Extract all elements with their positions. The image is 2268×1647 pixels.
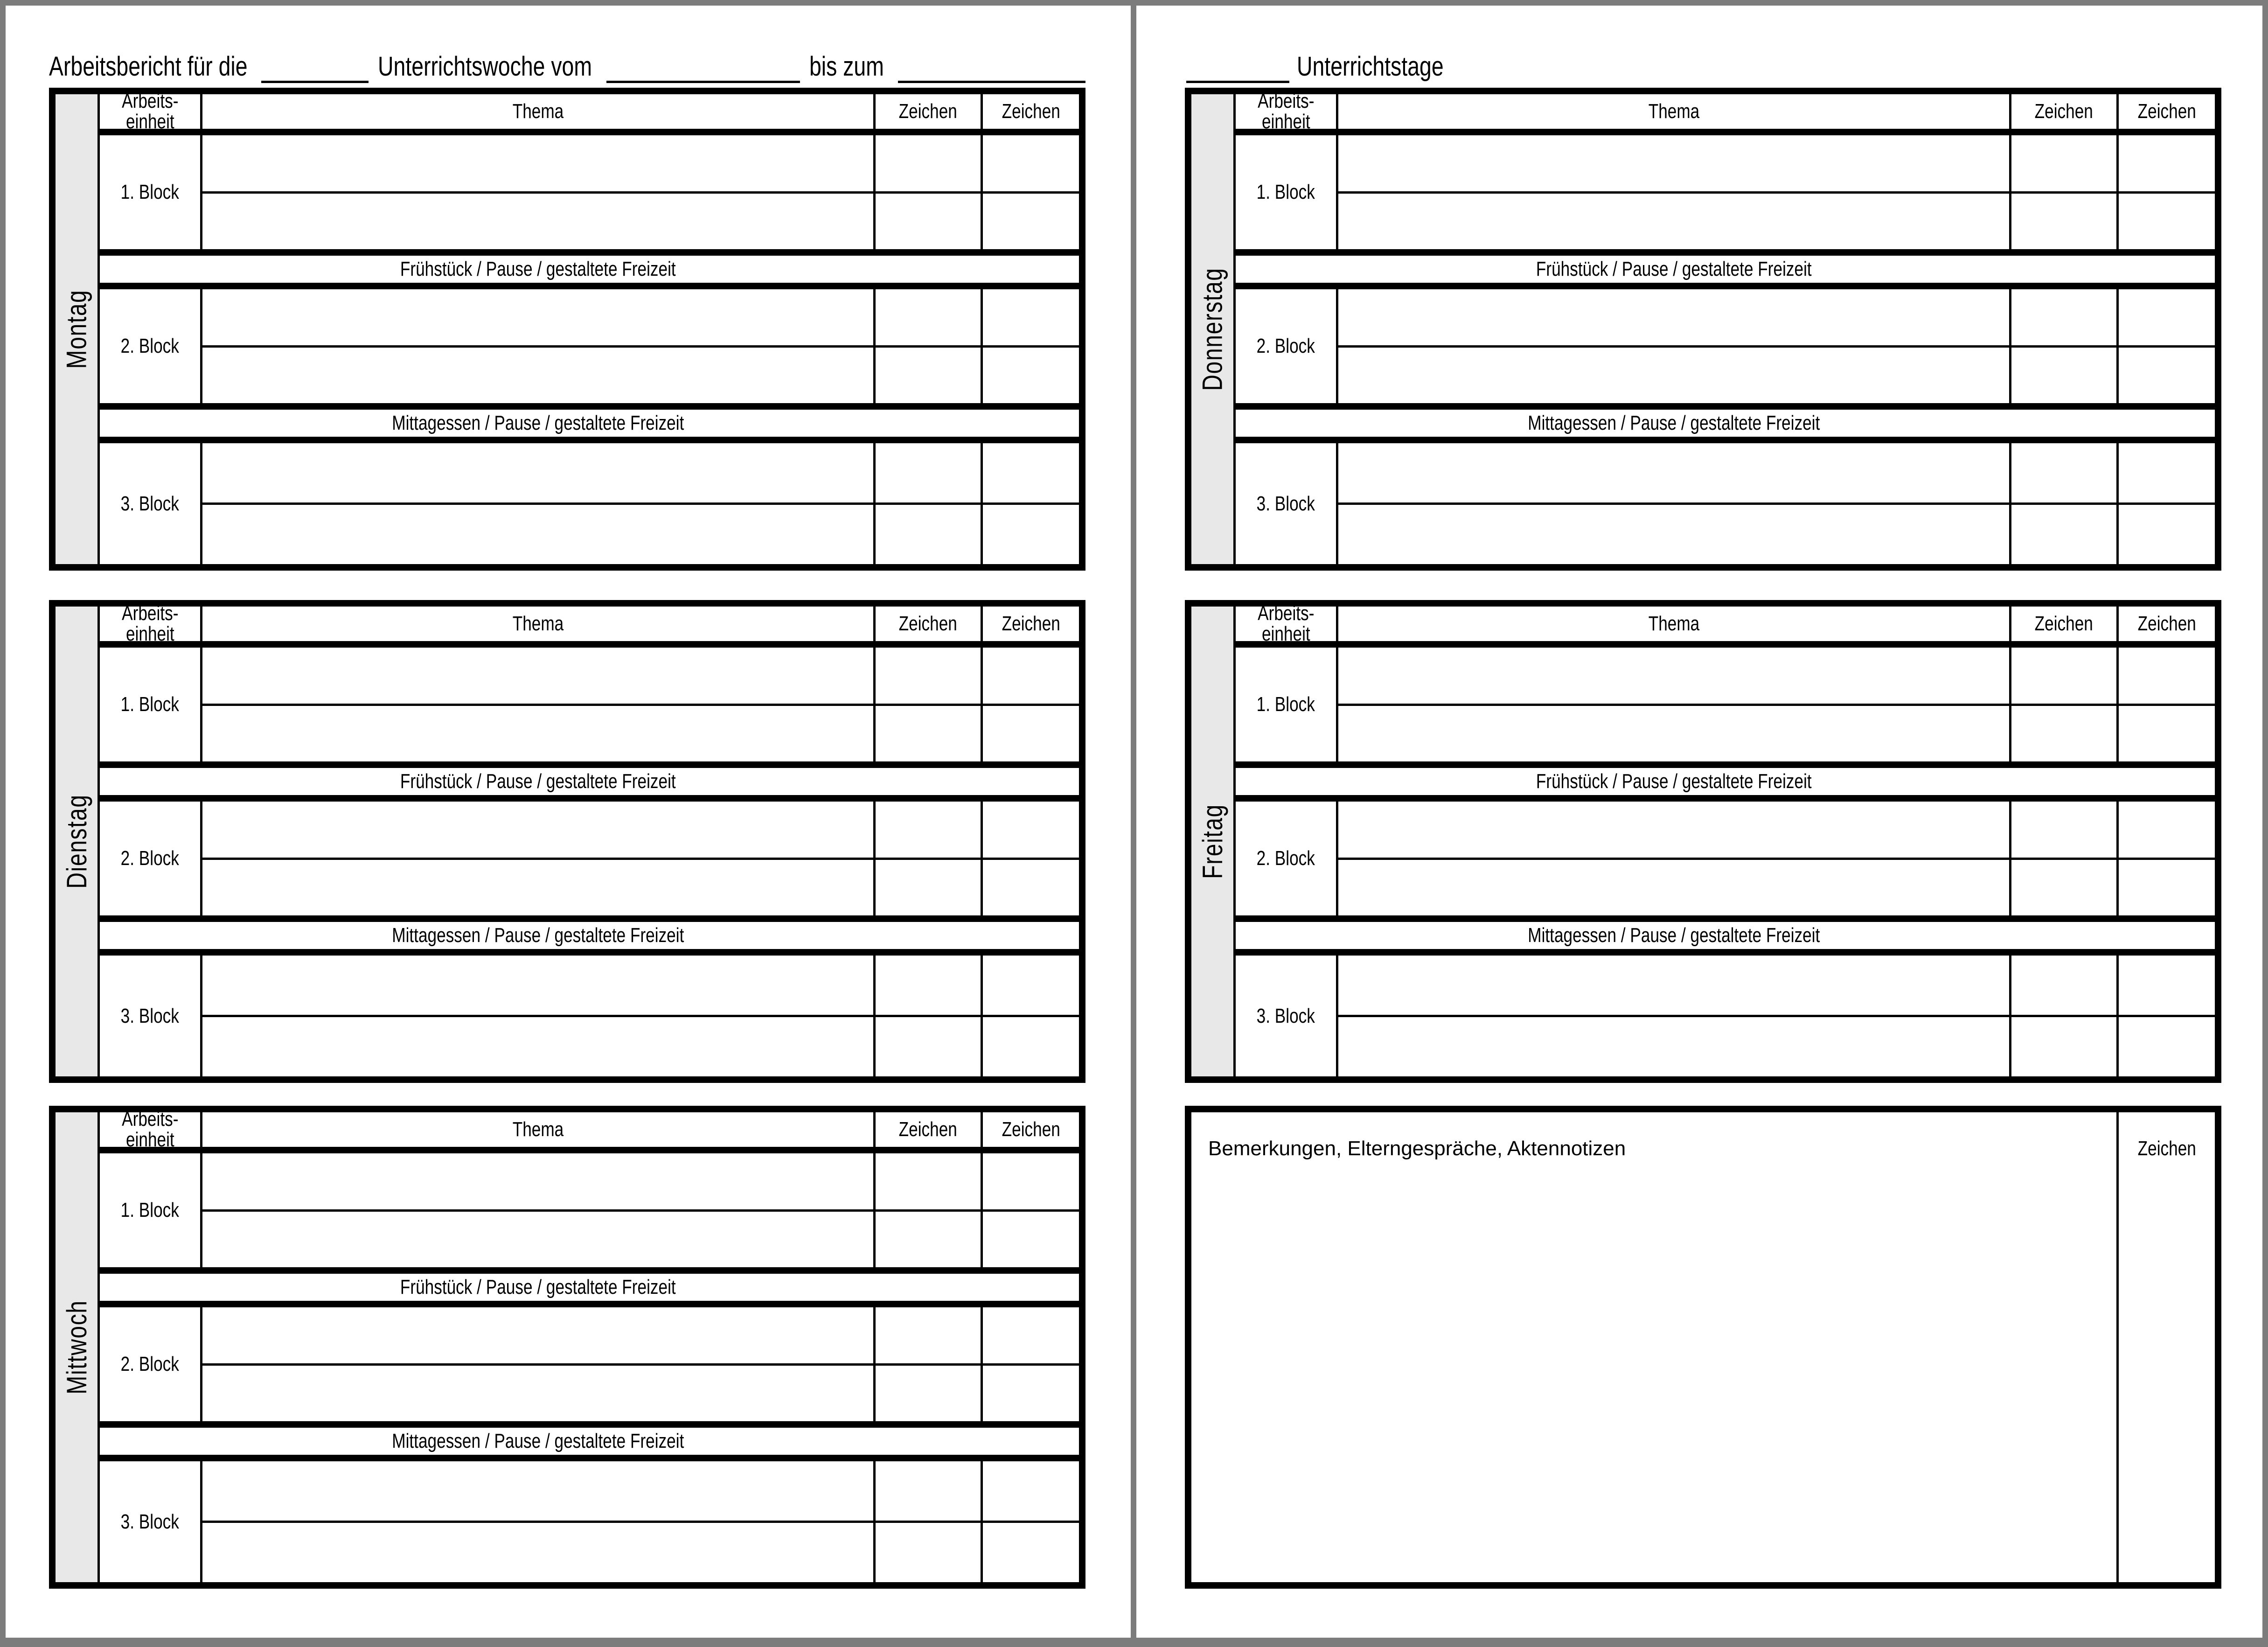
block-1-row bbox=[1236, 648, 2215, 761]
zeichen-writing-area bbox=[983, 348, 1079, 404]
left-title-part1: Arbeitsbericht für die bbox=[49, 51, 248, 82]
zeichen-writing-area bbox=[2011, 443, 2119, 502]
thema-writing-area bbox=[202, 706, 876, 762]
block-1-label-cell: 1. Block bbox=[100, 648, 202, 761]
zeichen-writing-area bbox=[876, 194, 983, 250]
day-name-column bbox=[56, 607, 100, 1076]
block-3-row bbox=[1236, 443, 2215, 564]
zeichen-writing-area bbox=[2011, 348, 2119, 404]
thema-writing-area bbox=[1338, 194, 2011, 250]
zeichen-writing-area bbox=[2119, 194, 2215, 250]
zeichen-writing-area bbox=[2011, 135, 2119, 191]
thema-writing-area bbox=[1338, 648, 2011, 704]
zeichen-writing-area bbox=[876, 706, 983, 762]
zeichen-writing-area bbox=[2119, 135, 2215, 191]
zeichen-writing-area bbox=[876, 505, 983, 564]
blank-line-day-count bbox=[1186, 81, 1289, 83]
thema-writing-area bbox=[1338, 135, 2011, 191]
day-label: Dienstag bbox=[61, 794, 92, 889]
table-header-row bbox=[100, 90, 1079, 135]
breakfast-band bbox=[100, 761, 1079, 802]
zeichen-column-header-2: Zeichen bbox=[1002, 1118, 1060, 1141]
breakfast-band-label: Frühstück / Pause / gestaltete Freizeit bbox=[400, 1276, 676, 1298]
thema-writing-area bbox=[1338, 505, 2011, 564]
zeichen-writing-area bbox=[2011, 1017, 2119, 1076]
block-3-row bbox=[100, 1461, 1079, 1582]
thema-writing-area bbox=[202, 505, 876, 564]
zeichen-column-header-1: Zeichen bbox=[876, 607, 983, 641]
zeichen-column-header-1: Zeichen bbox=[876, 94, 983, 129]
zeichen-writing-area bbox=[983, 443, 1079, 502]
day-label: Freitag bbox=[1197, 804, 1228, 879]
left-title-part2: Unterrichtswoche vom bbox=[378, 51, 592, 82]
block-3-label-cell: 3. Block bbox=[100, 443, 202, 564]
zeichen-writing-area bbox=[876, 956, 983, 1015]
zeichen-column-header-2: Zeichen bbox=[1002, 100, 1060, 123]
table-header-row bbox=[100, 1108, 1079, 1153]
unit-column-header: Arbeits- einheit bbox=[100, 94, 202, 129]
table-header-row bbox=[1236, 90, 2215, 135]
day-table-mittwoch bbox=[49, 1106, 1085, 1589]
block-1-label-cell: 1. Block bbox=[100, 135, 202, 249]
block-2-label-cell: 2. Block bbox=[100, 1307, 202, 1421]
thema-writing-area bbox=[1338, 802, 2011, 858]
thema-writing-area bbox=[202, 1307, 876, 1363]
zeichen-writing-area bbox=[983, 1212, 1079, 1268]
thema-writing-area bbox=[202, 1017, 876, 1076]
block-3-row bbox=[100, 956, 1079, 1076]
block-1-row bbox=[100, 135, 1079, 249]
unit-column-header: Arbeits- einheit bbox=[100, 607, 202, 641]
zeichen-writing-area bbox=[876, 1366, 983, 1422]
zeichen-writing-area bbox=[983, 706, 1079, 762]
thema-writing-area bbox=[202, 860, 876, 916]
page-left bbox=[6, 6, 1131, 1638]
zeichen-column-header-1: Zeichen bbox=[876, 1112, 983, 1147]
day-table-freitag bbox=[1185, 600, 2221, 1083]
blank-line-date-from bbox=[606, 81, 800, 83]
lunch-band bbox=[100, 403, 1079, 443]
zeichen-writing-area bbox=[2011, 802, 2119, 858]
notes-zeichen-column bbox=[2119, 1112, 2215, 1582]
zeichen-writing-area bbox=[983, 1523, 1079, 1582]
breakfast-band bbox=[1236, 761, 2215, 802]
lunch-band bbox=[100, 915, 1079, 956]
thema-writing-area bbox=[202, 648, 876, 704]
zeichen-writing-area bbox=[2119, 443, 2215, 502]
notes-box bbox=[1185, 1106, 2221, 1589]
lunch-band-label: Mittagessen / Pause / gestaltete Freizeit bbox=[1527, 924, 1820, 947]
zeichen-writing-area bbox=[2011, 648, 2119, 704]
unit-column-header: Arbeits- einheit bbox=[1236, 607, 1338, 641]
block-2-label-cell: 2. Block bbox=[100, 802, 202, 915]
day-name-column bbox=[1191, 94, 1236, 564]
unit-column-header: Arbeits- einheit bbox=[100, 1112, 202, 1147]
block-3-row bbox=[100, 443, 1079, 564]
thema-writing-area bbox=[1338, 443, 2011, 502]
block-3-label-cell: 3. Block bbox=[1236, 443, 1338, 564]
block-2-row bbox=[1236, 289, 2215, 403]
zeichen-writing-area bbox=[876, 860, 983, 916]
day-name-column bbox=[56, 1112, 100, 1582]
zeichen-writing-area bbox=[983, 289, 1079, 345]
zeichen-writing-area bbox=[2119, 802, 2215, 858]
block-2-row bbox=[1236, 802, 2215, 915]
thema-writing-area bbox=[202, 289, 876, 345]
zeichen-writing-area bbox=[983, 1366, 1079, 1422]
lunch-band-label: Mittagessen / Pause / gestaltete Freizeit bbox=[1527, 412, 1820, 434]
breakfast-band bbox=[100, 1267, 1079, 1307]
thema-writing-area bbox=[1338, 706, 2011, 762]
zeichen-writing-area bbox=[876, 802, 983, 858]
lunch-band bbox=[100, 1421, 1079, 1461]
thema-column-header: Thema bbox=[202, 94, 876, 129]
breakfast-band-label: Frühstück / Pause / gestaltete Freizeit bbox=[400, 258, 676, 280]
zeichen-writing-area bbox=[983, 956, 1079, 1015]
zeichen-writing-area bbox=[876, 1307, 983, 1363]
table-header-row bbox=[100, 602, 1079, 648]
notes-title: Bemerkungen, Elterngespräche, Aktennotizen bbox=[1208, 1137, 1626, 1160]
block-1-label-cell: 1. Block bbox=[100, 1153, 202, 1267]
zeichen-writing-area bbox=[2119, 648, 2215, 704]
thema-writing-area bbox=[202, 348, 876, 404]
zeichen-writing-area bbox=[2011, 194, 2119, 250]
zeichen-writing-area bbox=[2011, 956, 2119, 1015]
zeichen-writing-area bbox=[2011, 505, 2119, 564]
zeichen-writing-area bbox=[876, 135, 983, 191]
breakfast-band-label: Frühstück / Pause / gestaltete Freizeit bbox=[400, 770, 676, 793]
zeichen-column-header-1: Zeichen bbox=[2011, 94, 2119, 129]
thema-writing-area bbox=[202, 1212, 876, 1268]
block-2-label-cell: 2. Block bbox=[1236, 802, 1338, 915]
block-3-label-cell: 3. Block bbox=[1236, 956, 1338, 1076]
notes-writing-area bbox=[1191, 1112, 2119, 1582]
zeichen-writing-area bbox=[876, 348, 983, 404]
unit-column-header: Arbeits- einheit bbox=[1236, 94, 1338, 129]
zeichen-writing-area bbox=[2119, 505, 2215, 564]
thema-writing-area bbox=[202, 1153, 876, 1209]
zeichen-writing-area bbox=[876, 1017, 983, 1076]
zeichen-writing-area bbox=[2119, 706, 2215, 762]
thema-writing-area bbox=[202, 956, 876, 1015]
block-2-label-cell: 2. Block bbox=[1236, 289, 1338, 403]
zeichen-writing-area bbox=[2119, 860, 2215, 916]
zeichen-writing-area bbox=[2011, 289, 2119, 345]
zeichen-writing-area bbox=[2011, 860, 2119, 916]
zeichen-writing-area bbox=[2119, 289, 2215, 345]
block-3-row bbox=[1236, 956, 2215, 1076]
zeichen-writing-area bbox=[876, 443, 983, 502]
zeichen-writing-area bbox=[2011, 706, 2119, 762]
zeichen-writing-area bbox=[983, 135, 1079, 191]
thema-column-header: Thema bbox=[1338, 607, 2011, 641]
thema-writing-area bbox=[202, 443, 876, 502]
block-3-label-cell: 3. Block bbox=[100, 1461, 202, 1582]
thema-writing-area bbox=[1338, 348, 2011, 404]
day-label: Donnerstag bbox=[1197, 267, 1228, 391]
zeichen-writing-area bbox=[2119, 956, 2215, 1015]
zeichen-writing-area bbox=[983, 194, 1079, 250]
block-1-row bbox=[100, 1153, 1079, 1267]
blank-line-date-to bbox=[898, 81, 1085, 83]
thema-writing-area bbox=[202, 1366, 876, 1422]
zeichen-writing-area bbox=[876, 1212, 983, 1268]
thema-writing-area bbox=[202, 802, 876, 858]
thema-writing-area bbox=[1338, 1017, 2011, 1076]
lunch-band bbox=[1236, 915, 2215, 956]
block-2-label-cell: 2. Block bbox=[100, 289, 202, 403]
zeichen-writing-area bbox=[876, 1153, 983, 1209]
thema-writing-area bbox=[202, 1461, 876, 1521]
zeichen-writing-area bbox=[2119, 348, 2215, 404]
zeichen-writing-area bbox=[2119, 1017, 2215, 1076]
lunch-band-label: Mittagessen / Pause / gestaltete Freizeit bbox=[391, 1430, 684, 1452]
zeichen-column-header-1: Zeichen bbox=[2011, 607, 2119, 641]
zeichen-writing-area bbox=[983, 1461, 1079, 1521]
lunch-band-label: Mittagessen / Pause / gestaltete Freizeit bbox=[391, 924, 684, 947]
lunch-band-label: Mittagessen / Pause / gestaltete Freizeit bbox=[391, 412, 684, 434]
block-2-row bbox=[100, 1307, 1079, 1421]
notes-zeichen-header: Zeichen bbox=[2137, 1137, 2196, 1160]
thema-column-header: Thema bbox=[202, 1112, 876, 1147]
thema-column-header: Thema bbox=[202, 607, 876, 641]
block-1-label-cell: 1. Block bbox=[1236, 135, 1338, 249]
thema-writing-area bbox=[202, 194, 876, 250]
block-3-label-cell: 3. Block bbox=[100, 956, 202, 1076]
thema-writing-area bbox=[1338, 860, 2011, 916]
block-1-row bbox=[100, 648, 1079, 761]
thema-writing-area bbox=[202, 135, 876, 191]
zeichen-column-header-2: Zeichen bbox=[1002, 612, 1060, 635]
day-label: Mittwoch bbox=[61, 1300, 92, 1395]
block-1-label-cell: 1. Block bbox=[1236, 648, 1338, 761]
zeichen-column-header-2: Zeichen bbox=[2137, 100, 2196, 123]
thema-writing-area bbox=[1338, 289, 2011, 345]
left-title-part3: bis zum bbox=[809, 51, 884, 82]
thema-writing-area bbox=[1338, 956, 2011, 1015]
page-right bbox=[1136, 6, 2262, 1638]
day-name-column bbox=[56, 94, 100, 564]
thema-column-header: Thema bbox=[1338, 94, 2011, 129]
zeichen-writing-area bbox=[983, 505, 1079, 564]
breakfast-band-label: Frühstück / Pause / gestaltete Freizeit bbox=[1536, 258, 1812, 280]
table-header-row bbox=[1236, 602, 2215, 648]
breakfast-band bbox=[1236, 249, 2215, 289]
zeichen-writing-area bbox=[983, 1153, 1079, 1209]
zeichen-writing-area bbox=[983, 802, 1079, 858]
lunch-band bbox=[1236, 403, 2215, 443]
zeichen-writing-area bbox=[983, 860, 1079, 916]
block-1-row bbox=[1236, 135, 2215, 249]
breakfast-band bbox=[100, 249, 1079, 289]
blank-line-week-number bbox=[261, 81, 369, 83]
zeichen-writing-area bbox=[983, 1017, 1079, 1076]
right-title: Unterrichtstage bbox=[1297, 51, 1444, 82]
block-2-row bbox=[100, 289, 1079, 403]
day-table-dienstag bbox=[49, 600, 1085, 1083]
zeichen-column-header-2: Zeichen bbox=[2137, 612, 2196, 635]
thema-writing-area bbox=[202, 1523, 876, 1582]
day-table-montag bbox=[49, 88, 1085, 571]
day-name-column bbox=[1191, 607, 1236, 1076]
day-label: Montag bbox=[61, 289, 92, 369]
zeichen-writing-area bbox=[876, 289, 983, 345]
zeichen-writing-area bbox=[876, 1523, 983, 1582]
zeichen-writing-area bbox=[983, 648, 1079, 704]
zeichen-writing-area bbox=[876, 1461, 983, 1521]
zeichen-writing-area bbox=[983, 1307, 1079, 1363]
breakfast-band-label: Frühstück / Pause / gestaltete Freizeit bbox=[1536, 770, 1812, 793]
day-table-donnerstag bbox=[1185, 88, 2221, 571]
block-2-row bbox=[100, 802, 1079, 915]
zeichen-writing-area bbox=[876, 648, 983, 704]
